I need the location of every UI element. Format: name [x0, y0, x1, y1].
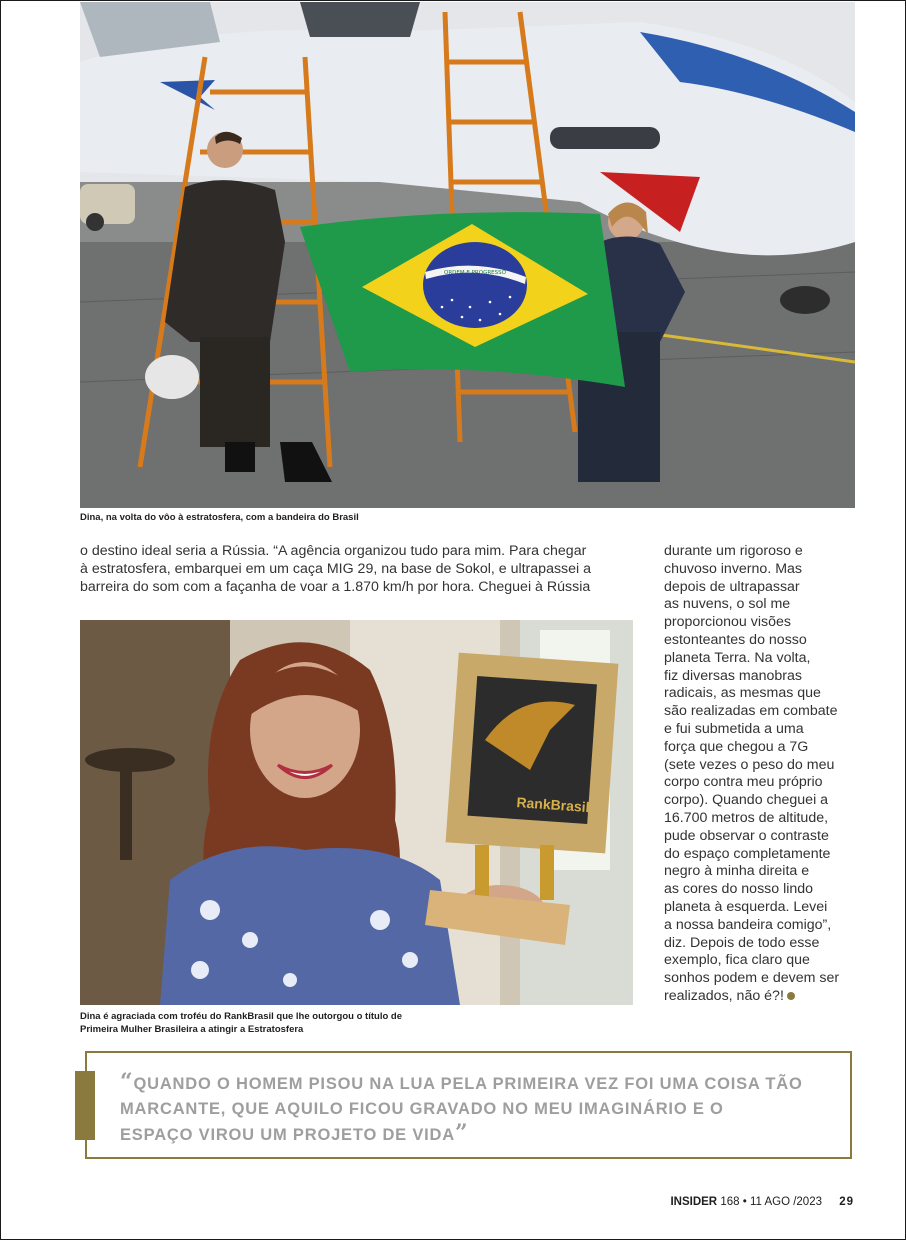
article-line: fiz diversas manobras: [664, 667, 802, 684]
article-line: são realizadas em combate: [664, 703, 838, 720]
article-line-last: [664, 988, 859, 1006]
pull-quote-line-text: QUANDO O HOMEM PISOU NA LUA PELA PRIMEIRA VEZ FOI UMA COISA TÃO: [133, 1075, 803, 1093]
open-quote-mark: “: [120, 1069, 134, 1095]
pull-quote-accent-bar: [75, 1071, 95, 1140]
page-footer: [670, 1196, 854, 1208]
pull-quote-line: [120, 1070, 840, 1097]
article-line: planeta à esquerda. Levei: [664, 898, 828, 915]
article-line-end: realizados, não é?!: [664, 987, 784, 1004]
article-line: corpo). Quando cheguei a: [664, 792, 829, 809]
article-line: as cores do nosso lindo: [664, 881, 814, 898]
flag-motto: ORDEM E PROGRESSO: [444, 270, 506, 276]
photo-top-caption: Dina, na volta do vôo à estratosfera, com a bandeira do Brasil: [80, 512, 359, 523]
trophy-label: RankBrasil: [515, 794, 591, 816]
article-line: planeta Terra. Na volta,: [664, 649, 811, 666]
pull-quote-text: [120, 1070, 840, 1148]
article-line: radicais, as mesmas que: [664, 685, 821, 702]
article-line: pude observar o contraste: [664, 827, 829, 844]
issue-date: 11 AGO /2023: [749, 1196, 822, 1208]
article-text-side: [664, 543, 859, 1006]
article-line: exemplo, fica claro que: [664, 952, 810, 969]
photo-bottom-caption: [80, 1011, 500, 1036]
photo-jet-flag: [80, 2, 855, 508]
footer-separator: •: [742, 1196, 747, 1208]
article-line: à estratosfera, embarquei em um caça MIG 29, na base de Sokol, e ultrapassei a: [80, 560, 592, 577]
article-line: estonteantes do nosso: [664, 631, 807, 648]
pull-quote-line: [120, 1121, 840, 1148]
photo-trophy: [80, 620, 633, 1005]
caption-line: Primeira Mulher Brasileira a atingir a Estratosfera: [80, 1023, 304, 1035]
article-line: do espaço completamente: [664, 845, 831, 862]
caption-line: Dina é agraciada com troféu do RankBrasil que lhe outorgou o título de: [80, 1011, 402, 1022]
article-line: chuvoso inverno. Mas: [664, 560, 803, 577]
article-line: o destino ideal seria a Rússia. “A agência organizou tudo para mim. Para chegar: [80, 543, 587, 559]
close-quote-mark: ”: [455, 1120, 469, 1146]
article-line: durante um rigoroso e: [664, 543, 803, 559]
pull-quote-line: MARCANTE, QUE AQUILO FICOU GRAVADO NO MEU IMAGINÁRIO E O: [120, 1099, 724, 1118]
magazine-name: INSIDER: [670, 1196, 718, 1208]
pull-quote-line-text: ESPAÇO VIROU UM PROJETO DE VIDA: [120, 1126, 455, 1144]
article-line: negro à minha direita e: [664, 863, 810, 880]
article-line: depois de ultrapassar: [664, 578, 800, 595]
article-text-main: [80, 543, 630, 596]
article-line: as nuvens, o sol me: [664, 596, 791, 613]
article-line: (sete vezes o peso do meu: [664, 756, 835, 773]
article-line: corpo contra meu próprio: [664, 774, 823, 791]
article-line: e fui submetida a uma: [664, 720, 804, 737]
article-line: proporcionou visões: [664, 614, 791, 631]
page-number: 29: [839, 1196, 854, 1208]
article-line: força que chegou a 7G: [664, 738, 809, 755]
end-of-article-icon: [787, 992, 795, 1000]
article-line: diz. Depois de todo esse: [664, 934, 820, 951]
article-line: sonhos podem e devem ser: [664, 970, 840, 987]
article-line: a nossa bandeira comigo”,: [664, 916, 832, 933]
issue-number: 168: [720, 1196, 740, 1208]
article-line: barreira do som com a façanha de voar a 1.870 km/h por hora. Cheguei à Rússia: [80, 578, 591, 595]
article-line: 16.700 metros de altitude,: [664, 809, 829, 826]
